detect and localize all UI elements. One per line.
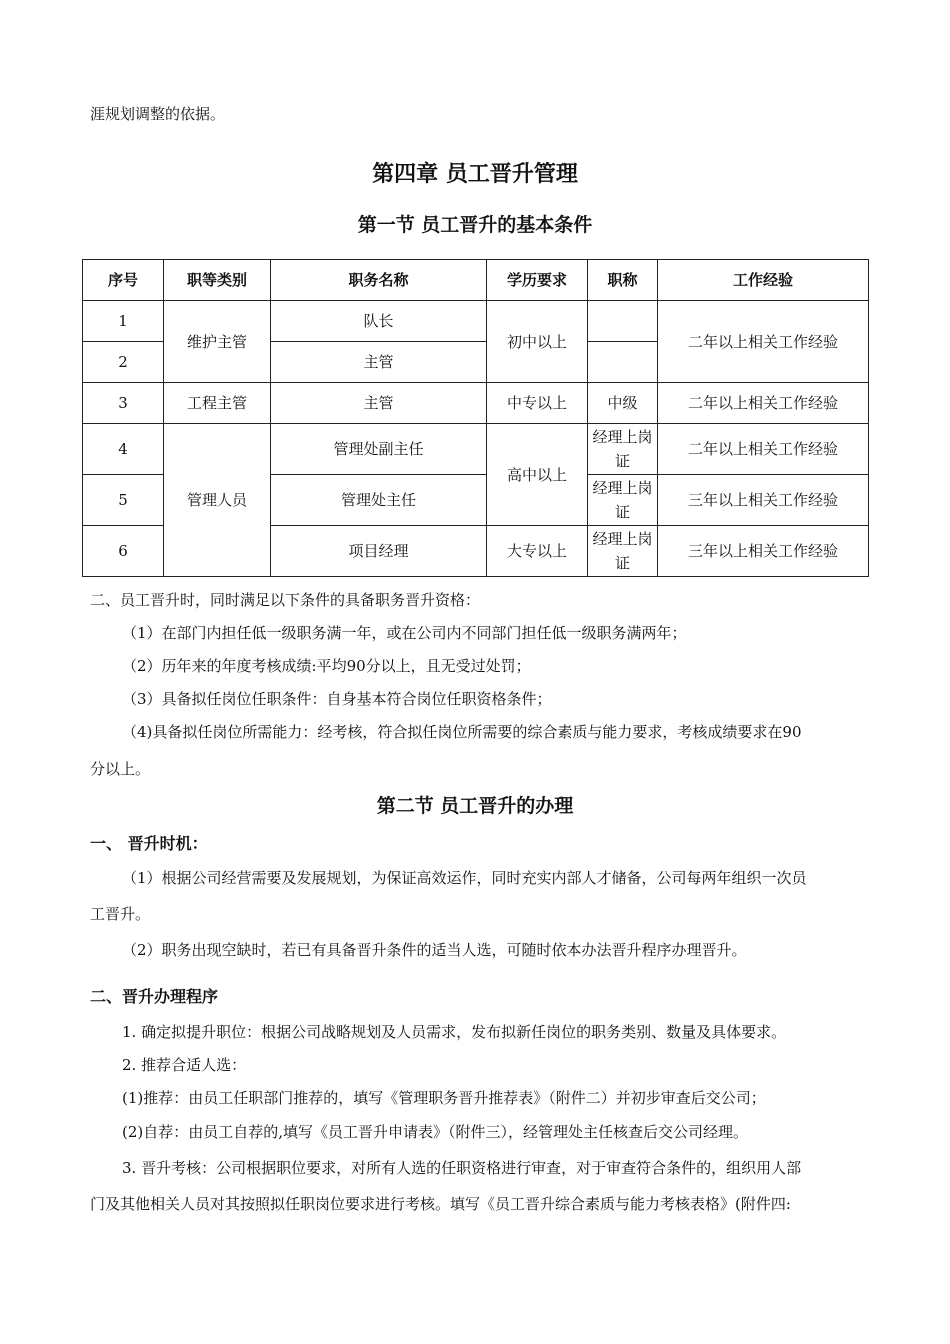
cell-experience: 二年以上相关工作经验 [658,301,869,383]
procedure-step-1: 1. 确定拟提升职位：根据公司战略规划及人员需求，发布拟新任岗位的职务类别、数量及具体要求。 [122,1023,787,1041]
cell-category: 维护主管 [164,301,271,383]
procedure-step-2b: (2)自荐：由员工自荐的,填写《员工晋升申请表》（附件三），经管理处主任核查后交公司经理。 [122,1123,749,1141]
header-no: 序号 [83,260,164,301]
cell-no: 3 [83,383,164,424]
header-category: 职等类别 [164,260,271,301]
cell-title [588,301,658,342]
header-experience: 工作经验 [658,260,869,301]
promotion-conditions-table [82,259,869,577]
cell-position: 项目经理 [271,526,487,577]
cell-education: 高中以上 [487,424,588,526]
table-header-row [83,260,869,301]
conditions-intro: 二、员工晋升时，同时满足以下条件的具备职务晋升资格： [90,591,481,609]
section-title-1: 第一节 员工晋升的基本条件 [357,214,593,236]
cell-education: 大专以上 [487,526,588,577]
procedure-step-2: 2. 推荐合适人选： [122,1056,247,1074]
cell-title: 经理上岗证 [588,475,658,526]
chapter-title: 第四章 员工晋升管理 [372,162,578,187]
procedure-step-2a: (1)推荐：由员工任职部门推荐的，填写《管理职务晋升推荐表》（附件二）并初步审查后交公司； [122,1089,766,1107]
timing-heading: 一、 晋升时机： [90,834,208,853]
cell-category: 管理人员 [164,424,271,577]
cell-no: 1 [83,301,164,342]
cell-education: 中专以上 [487,383,588,424]
cell-position: 管理处主任 [271,475,487,526]
header-title: 职称 [588,260,658,301]
cell-experience: 二年以上相关工作经验 [658,383,869,424]
section-title-2: 第二节 员工晋升的办理 [376,795,574,817]
condition-4-line-2: 分以上。 [90,760,151,778]
procedure-step-3-line-1: 3. 晋升考核：公司根据职位要求，对所有人选的任职资格进行审查，对于审查符合条件的，组织用人部 [122,1159,802,1177]
cell-title: 中级 [588,383,658,424]
condition-2: （2）历年来的年度考核成绩:平均90分以上，且无受过处罚； [122,657,531,675]
cell-no: 2 [83,342,164,383]
table-row [83,383,869,424]
cell-no: 5 [83,475,164,526]
cell-experience: 三年以上相关工作经验 [658,475,869,526]
cell-position: 管理处副主任 [271,424,487,475]
table-row [83,424,869,475]
header-position: 职务名称 [271,260,487,301]
top-line: 涯规划调整的依据。 [90,105,226,123]
condition-4-line-1: （4)具备拟任岗位所需能力：经考核，符合拟任岗位所需要的综合素质与能力要求，考核成绩要求在90 [122,723,802,741]
timing-para-1-line-2: 工晋升。 [90,905,151,923]
cell-title [588,342,658,383]
condition-3: （3）具备拟任岗位任职条件：自身基本符合岗位任职资格条件； [122,690,552,708]
cell-position: 主管 [271,342,487,383]
cell-position: 主管 [271,383,487,424]
procedure-step-3-line-2: 门及其他相关人员对其按照拟任职岗位要求进行考核。填写《员工晋升综合素质与能力考核表格》(附件四: [90,1195,791,1213]
cell-experience: 二年以上相关工作经验 [658,424,869,475]
cell-category: 工程主管 [164,383,271,424]
condition-1: （1）在部门内担任低一级职务满一年，或在公司内不同部门担任低一级职务满两年； [122,624,687,642]
timing-para-2: （2）职务出现空缺时，若已有具备晋升条件的适当人选，可随时依本办法晋升程序办理晋升。 [122,941,747,959]
header-education: 学历要求 [487,260,588,301]
cell-education: 初中以上 [487,301,588,383]
procedure-heading: 二、晋升办理程序 [90,987,219,1006]
cell-experience: 三年以上相关工作经验 [658,526,869,577]
cell-title: 经理上岗证 [588,424,658,475]
timing-para-1-line-1: （1）根据公司经营需要及发展规划，为保证高效运作，同时充实内部人才储备，公司每两年组织一次员 [122,869,807,887]
cell-no: 4 [83,424,164,475]
cell-position: 队长 [271,301,487,342]
table-row [83,301,869,342]
cell-no: 6 [83,526,164,577]
cell-title: 经理上岗证 [588,526,658,577]
